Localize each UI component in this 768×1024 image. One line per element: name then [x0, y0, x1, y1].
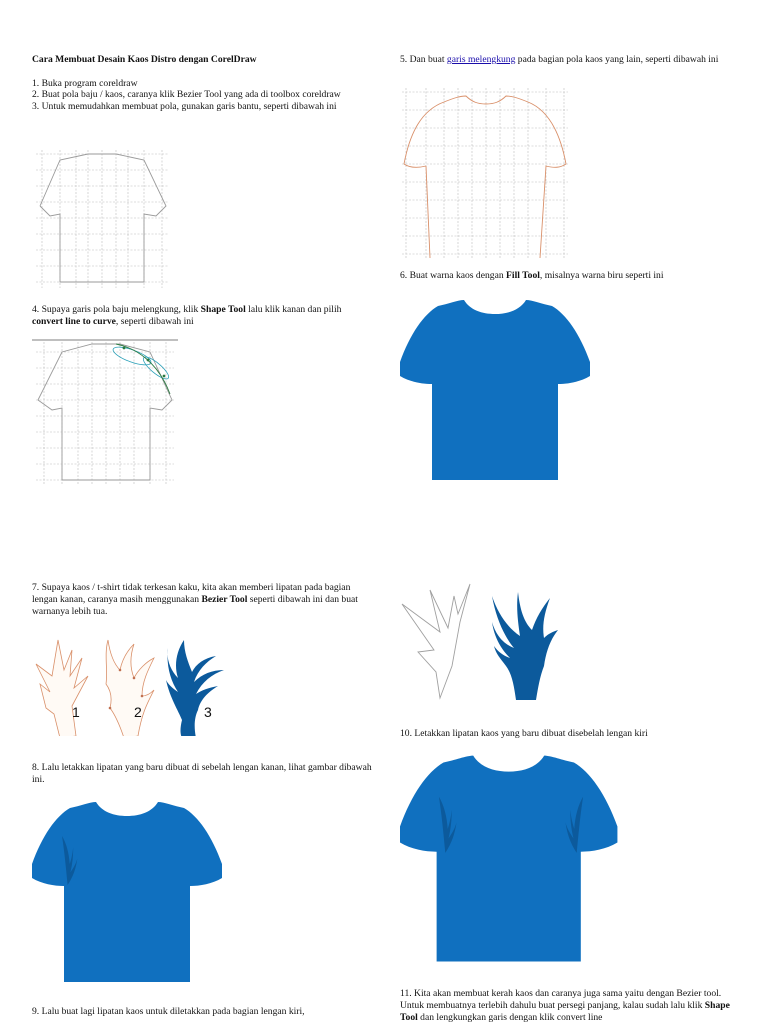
figure-curved-pattern [400, 88, 570, 260]
step-3-text: 3. Untuk memudahkan membuat pola, gunakan garis bantu, seperti dibawah ini [32, 101, 337, 113]
step-10-text: 10. Letakkan lipatan kaos yang baru dibuat disebelah lengan kiri [400, 728, 648, 739]
figure-fold-steps [32, 636, 232, 736]
figure-shirt-both-folds [400, 754, 622, 970]
step-1-text: 1. Buka program coreldraw [32, 77, 138, 89]
figure-pattern-grid [32, 150, 172, 290]
figure-blue-shirt [400, 300, 594, 486]
left-text-intro [32, 54, 372, 113]
fold-solid-3 [166, 640, 224, 736]
garis-melengkung-link[interactable]: garis melengkung [446, 54, 516, 65]
right-text-step6 [400, 270, 730, 282]
right-text-step5 [400, 54, 730, 66]
document-title: Cara Membuat Desain Kaos Distro dengan CorelDraw [32, 54, 257, 65]
fold-outline-2 [106, 640, 154, 736]
step-2-text: 2. Buat pola baju / kaos, caranya klik Bezier Tool yang ada di toolbox coreldraw [32, 89, 341, 101]
left-text-step8 [32, 762, 372, 786]
figure-shape-tool [32, 338, 178, 484]
step-8-text: 8. Lalu letakkan lipatan yang baru dibuat di sebelah lengan kanan, lihat gambar dibawah ini. [32, 762, 372, 785]
step-4-text: 4. Supaya garis pola baju melengkung, klik Shape Tool lalu klik kanan dan pilih convert line to curve, seperti dibawah ini [32, 304, 342, 327]
left-text-step9 [32, 1006, 372, 1018]
step-6-text: 6. Buat warna kaos dengan Fill Tool, misalnya warna biru seperti ini [400, 270, 664, 281]
left-text-step4 [32, 304, 372, 328]
step-11-text: 11. Kita akan membuat kerah kaos dan caranya juga sama yaitu dengan Bezier tool. Untuk membuatnya terlebih dahulu buat persegi panjang, kalau sudah lalu klik Shape Tool dan lengkungkan garis dengan klik convert line [400, 988, 730, 1023]
fold-number-1: 1 [72, 704, 80, 720]
fold-outline-1 [36, 640, 88, 736]
figure-shirt-right-fold [32, 802, 226, 988]
fold-number-3: 3 [204, 704, 212, 720]
right-text-step10 [400, 728, 730, 740]
figure-left-folds [400, 582, 566, 706]
right-text-step11 [400, 988, 740, 1023]
step-5-text: 5. Dan buat garis melengkung pada bagian pola kaos yang lain, seperti dibawah ini [400, 54, 719, 65]
step-7-text: 7. Supaya kaos / t-shirt tidak terkesan kaku, kita akan memberi lipatan pada bagian lengan kanan, caranya masih menggunakan Bezier Tool seperti dibawah ini dan buat warnanya lebih tua. [32, 582, 358, 617]
step-9-text: 9. Lalu buat lagi lipatan kaos untuk diletakkan pada bagian lengan kiri, [32, 1006, 305, 1017]
fold-number-2: 2 [134, 704, 142, 720]
left-text-step7 [32, 582, 372, 617]
